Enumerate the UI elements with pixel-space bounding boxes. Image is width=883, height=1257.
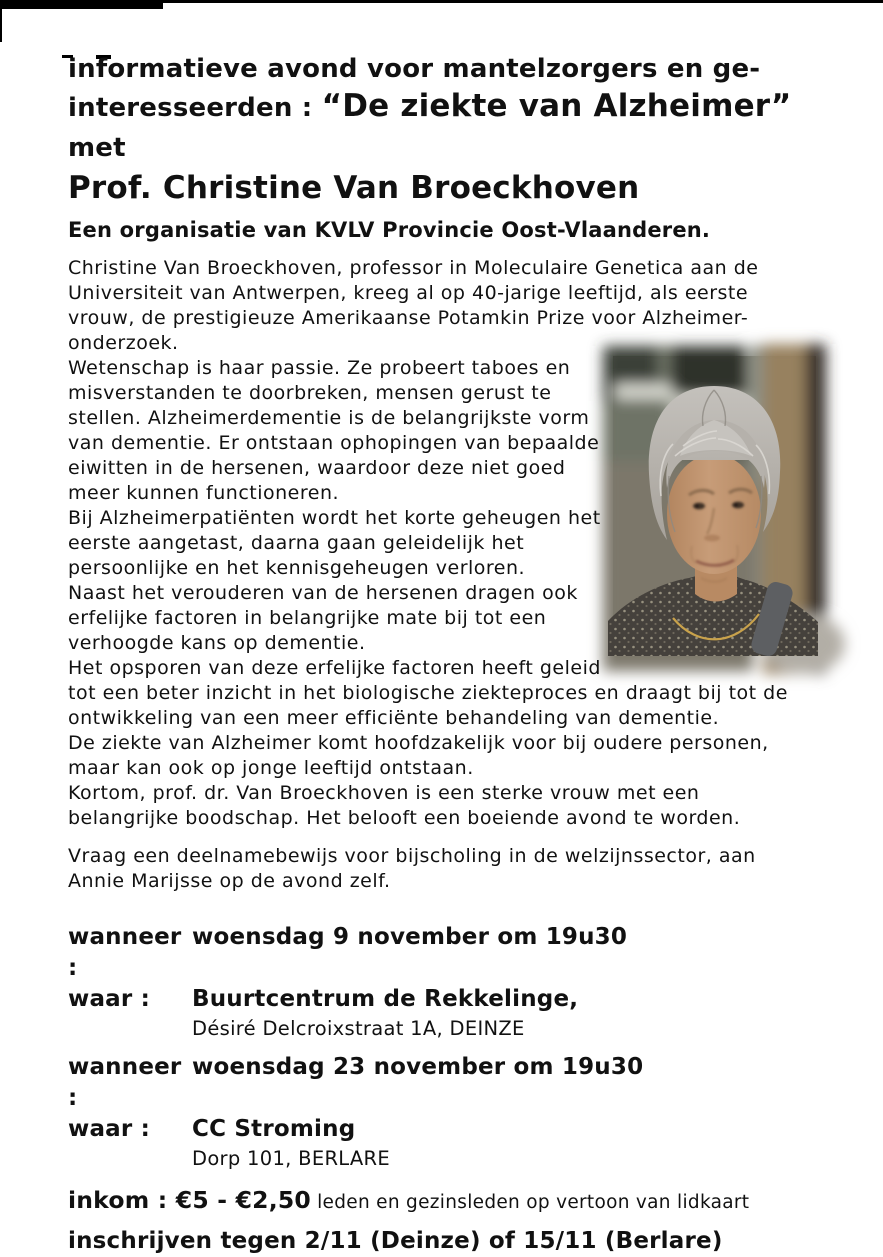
- intro-paragraph: Christine Van Broeckhoven, professor in Moleculaire Genetica aan de Universiteit van Antwerpen, kreeg al op 40-jarige leeftijd, als eerste vrouw, de prestigieuze Amerikaanse Potamkin Prize voor Alzheimer-onderzoek.: [68, 257, 759, 354]
- flyer-content: [68, 52, 816, 1257]
- event-value: CC Stroming: [192, 1116, 356, 1142]
- fee-amount: inkom : €5 - €2,50: [68, 1186, 311, 1214]
- fee-note: leden en gezinsleden op vertoon van lidkaart: [310, 1192, 750, 1213]
- event-label: waar :: [68, 1116, 151, 1142]
- title-line-2-suffix: met: [68, 133, 126, 163]
- portrait-photo: [613, 356, 816, 656]
- event-row-when-1: [68, 922, 816, 984]
- event-details: [68, 922, 816, 1257]
- body-paragraph: Bij Alzheimerpatiënten wordt het korte geheugen het eerste aangetast, daarna gaan geleidelijk het persoonlijke en het kennisgeheugen verloren.: [68, 507, 601, 579]
- event-address: Dorp 101, BERLARE: [192, 1147, 391, 1170]
- title-line-3: Prof. Christine Van Broeckhoven: [68, 170, 640, 206]
- event-row-where-1: [68, 984, 816, 1015]
- event-value: woensdag 23 november om 19u30: [192, 1054, 644, 1080]
- event-row-address-1: [68, 1015, 816, 1042]
- portrait-photo-image: [613, 356, 816, 656]
- scan-artifact-leftedge: [0, 0, 2, 42]
- body-paragraph: Kortom, prof. dr. Van Broeckhoven is een sterke vrouw met een belangrijke boodschap. Het belooft een boeiende avond te worden.: [68, 782, 741, 829]
- fee-line: [68, 1184, 816, 1219]
- event-value: woensdag 9 november om 19u30: [192, 924, 628, 950]
- event-row-when-2: [68, 1052, 816, 1114]
- title-line-2-quote: “De ziekte van Alzheimer”: [321, 88, 792, 124]
- event-row-where-2: [68, 1114, 816, 1145]
- body-paragraph: Naast het verouderen van de hersenen dragen ook erfelijke factoren in belangrijke mate bij tot een verhoogde kans op dementie.: [68, 582, 578, 654]
- body-paragraph: Wetenschap is haar passie. Ze probeert taboes en misverstanden te doorbreken, mensen gerust te stellen. Alzheimerdementie is de belangrijkste vorm van dementie. Er ontstaan ophopingen van bepaalde eiwitten in de hersenen, waardoor deze niet goed meer kunnen functioneren.: [68, 357, 600, 504]
- register-line: inschrijven tegen 2/11 (Deinze) of 15/11 (Berlare): [68, 1228, 723, 1254]
- body-paragraph: Het opsporen van deze erfelijke factoren heeft geleid tot een beter inzicht in het biologische ziekteproces en draagt bij tot de ontwikkeling van een meer efficiënte behandeling van dementie.: [68, 657, 788, 729]
- organizer-subtitle: Een organisatie van KVLV Provincie Oost-Vlaanderen.: [68, 218, 711, 242]
- note-paragraph: Vraag een deelnamebewijs voor bijscholing in de welzijnssector, aan Annie Marijsse op de avond zelf.: [68, 845, 756, 892]
- title-line-2-prefix: interesseerden :: [68, 93, 322, 123]
- event-label: wanneer :: [68, 1054, 182, 1111]
- article-body: [68, 256, 816, 894]
- scan-artifact-topleft: [0, 0, 163, 9]
- body-paragraph: De ziekte van Alzheimer komt hoofdzakelijk voor bij oudere personen, maar kan ook op jonge leeftijd ontstaan.: [68, 732, 769, 779]
- title-line-1: informatieve avond voor mantelzorgers en ge-: [68, 54, 761, 84]
- event-row-address-2: [68, 1145, 816, 1172]
- event-address: Désiré Delcroixstraat 1A, DEINZE: [192, 1017, 525, 1040]
- event-label: waar :: [68, 986, 151, 1012]
- page-title: [68, 52, 816, 208]
- event-value: Buurtcentrum de Rekkelinge,: [192, 986, 579, 1012]
- event-label: wanneer :: [68, 924, 182, 981]
- title-line-2: [68, 86, 816, 168]
